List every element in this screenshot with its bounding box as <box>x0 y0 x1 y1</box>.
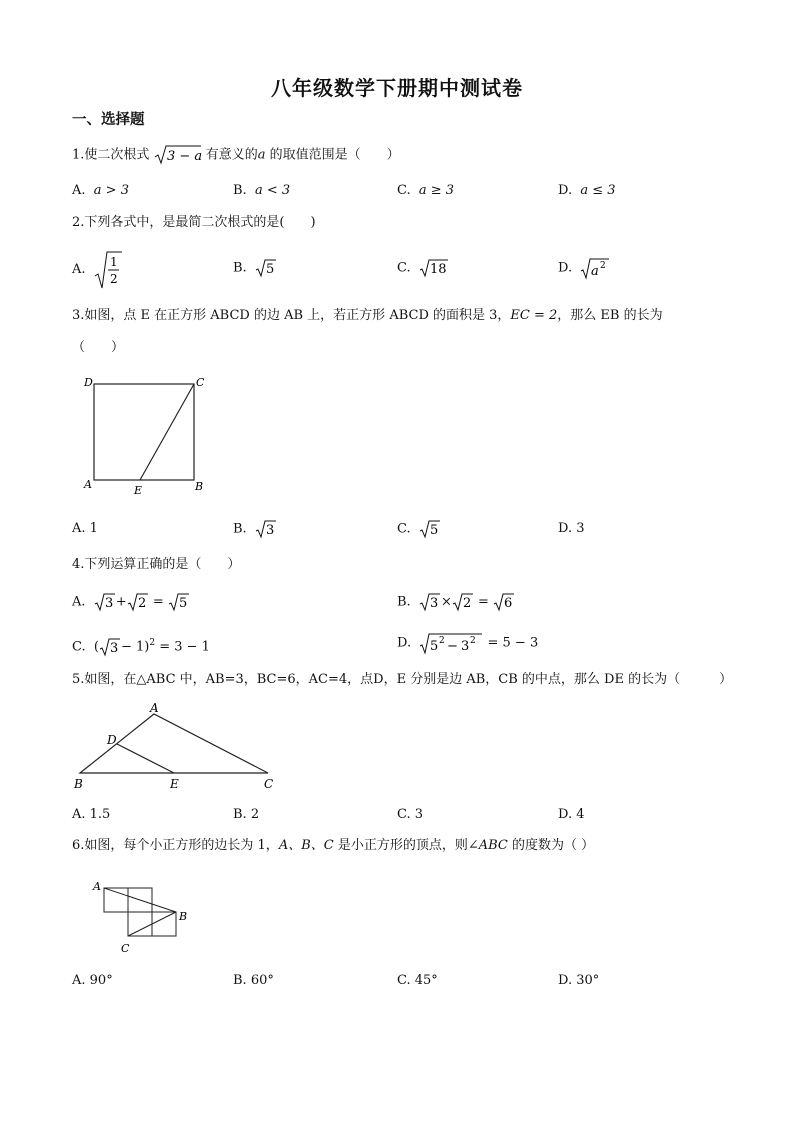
radicand: 3 <box>104 596 114 611</box>
option-expr: a ≥ 3 <box>418 183 455 198</box>
option-label: D. <box>558 260 573 276</box>
operator: × <box>440 594 452 610</box>
radicand: 18 <box>429 262 447 277</box>
option-label: D. <box>558 183 573 198</box>
radical-sign-icon <box>580 256 610 280</box>
sqrt-3 <box>99 637 121 657</box>
question-3-stem <box>72 306 663 326</box>
radical-sign-icon <box>127 592 149 612</box>
question-1-stem <box>72 144 400 166</box>
label-a: A <box>150 701 159 715</box>
radicand-base: a <box>591 264 600 279</box>
q5-option-b[interactable]: B. 2 <box>233 807 260 822</box>
q4-option-a[interactable] <box>72 592 190 613</box>
sqrt-5 <box>419 519 441 539</box>
question-2-stem: 2.下列各式中，是最简二次根式的是( ) <box>72 215 316 230</box>
figure-triangle-abc <box>70 700 280 792</box>
unit-grid <box>104 888 176 936</box>
label-c: C <box>121 942 130 955</box>
q1-option-d[interactable] <box>558 181 616 201</box>
label-b: B <box>195 480 204 493</box>
expr-rhs: = 3 − 1 <box>159 639 210 655</box>
label-d: D <box>84 376 93 389</box>
q6-stem-part-c: 的度数为（ ） <box>507 838 595 853</box>
radicand: 3 <box>265 523 275 538</box>
radical-sign-icon <box>255 519 277 539</box>
equals: = <box>478 594 489 610</box>
sqrt-2 <box>127 592 149 612</box>
q2-option-c[interactable] <box>397 258 449 279</box>
q6-option-a[interactable]: A. 90° <box>72 973 113 988</box>
segment-ab <box>104 888 176 912</box>
option-label: A. <box>72 183 86 198</box>
q6-option-c[interactable]: C. 45° <box>397 973 438 988</box>
radical-sign-icon <box>493 592 515 612</box>
q6-angle: ∠ABC <box>467 838 508 853</box>
radical-sign-icon <box>99 637 121 657</box>
radicand-minus: − <box>447 639 459 654</box>
figure-square-abcd <box>82 372 212 498</box>
label-b: B <box>179 910 188 923</box>
q1-stem-part-a: 1.使二次根式 <box>72 147 150 163</box>
q3-stem-part-a: 3.如图，点 E 在正方形 ABCD 的边 AB 上，若正方形 ABCD 的面积是 3， <box>72 308 511 323</box>
label-d: D <box>107 733 117 747</box>
figure-grid-angle <box>90 878 200 958</box>
equals: = <box>152 594 164 610</box>
option-expr: a < 3 <box>254 183 291 198</box>
option-label: C. <box>72 639 86 655</box>
q3-equation: EC = 2 <box>510 308 558 323</box>
question-3-stem-line2: （ ） <box>72 340 125 355</box>
radicand: 3 <box>429 596 439 611</box>
question-5-stem: 5.如图，在△ABC 中，AB=3，BC=6，AC=4，点D，E 分别是边 AB，CB 的中点，那么 DE 的长为（ ） <box>72 672 733 687</box>
q1-radicand: 3 − a <box>166 149 202 164</box>
radicand: 5 <box>265 262 275 277</box>
radical-sign-icon <box>419 592 441 612</box>
label-a: A <box>93 880 101 893</box>
q5-option-a[interactable]: A. 1.5 <box>72 807 111 822</box>
q2-option-d[interactable] <box>558 256 610 280</box>
open-paren: ( <box>93 639 99 655</box>
radicand: 3 <box>109 640 119 656</box>
label-a: A <box>84 478 92 491</box>
radical-sign-icon <box>452 592 474 612</box>
radical-sign-icon <box>154 144 202 166</box>
sqrt-3 <box>255 519 277 539</box>
option-label: B. <box>233 521 247 537</box>
section-heading: 一、选择题 <box>72 112 145 128</box>
q3-option-c[interactable] <box>397 519 441 540</box>
radicand: 2 <box>137 596 146 611</box>
radical-sign-icon <box>168 592 190 612</box>
fraction-denominator: 2 <box>109 272 118 286</box>
segment-ec <box>140 384 194 480</box>
radical-sign-icon <box>419 631 483 655</box>
q1-option-a[interactable] <box>72 181 129 201</box>
radicand-exponent-2: 2 <box>470 636 477 646</box>
exponent: 2 <box>149 638 156 648</box>
q3-option-b[interactable] <box>233 519 277 540</box>
q6-stem-part-a: 6.如图，每个小正方形的边长为 1， <box>72 838 279 853</box>
sqrt-3-minus-a <box>154 144 202 166</box>
option-label: B. <box>233 183 247 198</box>
q1-stem-part-c: 的取值范围是（ ） <box>269 147 400 163</box>
sqrt-2 <box>452 592 474 612</box>
fraction-numerator: 1 <box>109 255 118 269</box>
q6-points: A、B、C <box>278 838 334 853</box>
sqrt-6 <box>493 592 515 612</box>
radical-sign-icon <box>94 592 116 612</box>
square-abcd <box>94 384 194 480</box>
sqrt-5 <box>255 258 277 278</box>
radical-sign-icon <box>255 258 277 278</box>
q3-stem-part-b: ，那么 EB 的长为 <box>557 308 663 323</box>
label-b: B <box>74 777 83 791</box>
q4-option-d[interactable] <box>397 631 538 655</box>
question-4-stem: 4.下列运算正确的是（ ） <box>72 557 241 572</box>
radicand-base-2: 3 <box>461 639 470 654</box>
q2-option-b[interactable] <box>233 258 277 279</box>
q6-stem-part-b: 是小正方形的顶点，则 <box>333 838 468 853</box>
radicand-exponent-1: 2 <box>439 636 446 646</box>
sqrt-5 <box>168 592 190 612</box>
q6-option-b[interactable]: B. 60° <box>233 973 274 988</box>
operator: + <box>115 594 127 610</box>
option-label: A. <box>72 594 86 610</box>
label-c: C <box>196 376 205 389</box>
question-6-stem <box>72 836 594 856</box>
sqrt-fraction <box>94 250 124 290</box>
radicand: 5 <box>178 596 188 611</box>
option-label: B. <box>233 260 247 276</box>
expr-tail: − 1) <box>120 639 150 655</box>
option-label: C. <box>397 183 411 198</box>
option-expr: a ≤ 3 <box>580 183 616 198</box>
option-label: C. <box>397 521 411 537</box>
option-label: B. <box>397 594 411 610</box>
radical-sign-icon <box>419 258 449 278</box>
segment-de <box>117 744 174 773</box>
q4-option-c[interactable] <box>72 633 210 657</box>
radicand: 2 <box>462 596 472 611</box>
sqrt-5sq-minus-3sq <box>419 631 483 655</box>
q6-option-d[interactable]: D. 30° <box>558 973 600 988</box>
label-e: E <box>170 777 179 791</box>
q4-option-b[interactable] <box>397 592 515 613</box>
q1-option-b[interactable] <box>233 181 290 201</box>
q1-variable: a <box>257 147 266 163</box>
sqrt-3 <box>94 592 116 612</box>
sqrt-18 <box>419 258 449 278</box>
radical-sign-icon <box>94 250 124 290</box>
option-expr: a > 3 <box>93 183 129 198</box>
label-c: C <box>264 777 274 791</box>
label-e: E <box>134 484 143 497</box>
sqrt-a-squared <box>580 256 610 280</box>
q1-option-c[interactable] <box>397 181 454 201</box>
expr-rhs: = 5 − 3 <box>487 635 539 651</box>
q2-option-a[interactable] <box>72 250 124 290</box>
sqrt-3 <box>419 592 441 612</box>
q3-option-d[interactable]: D. 3 <box>558 521 585 536</box>
q5-option-c[interactable]: C. 3 <box>397 807 424 822</box>
option-label: C. <box>397 260 411 276</box>
q1-stem-part-b: 有意义的 <box>205 147 258 163</box>
radical-sign-icon <box>419 519 441 539</box>
radicand-exponent: 2 <box>600 261 607 271</box>
radicand-base-1: 5 <box>430 639 439 654</box>
page-title: 八年级数学下册期中测试卷 <box>271 76 523 100</box>
radicand: 6 <box>504 596 513 611</box>
q5-option-d[interactable]: D. 4 <box>558 807 585 822</box>
option-label: A. <box>72 262 86 277</box>
option-label: D. <box>397 635 412 651</box>
q3-option-a[interactable]: A. 1 <box>72 521 98 536</box>
radicand: 5 <box>429 523 439 538</box>
